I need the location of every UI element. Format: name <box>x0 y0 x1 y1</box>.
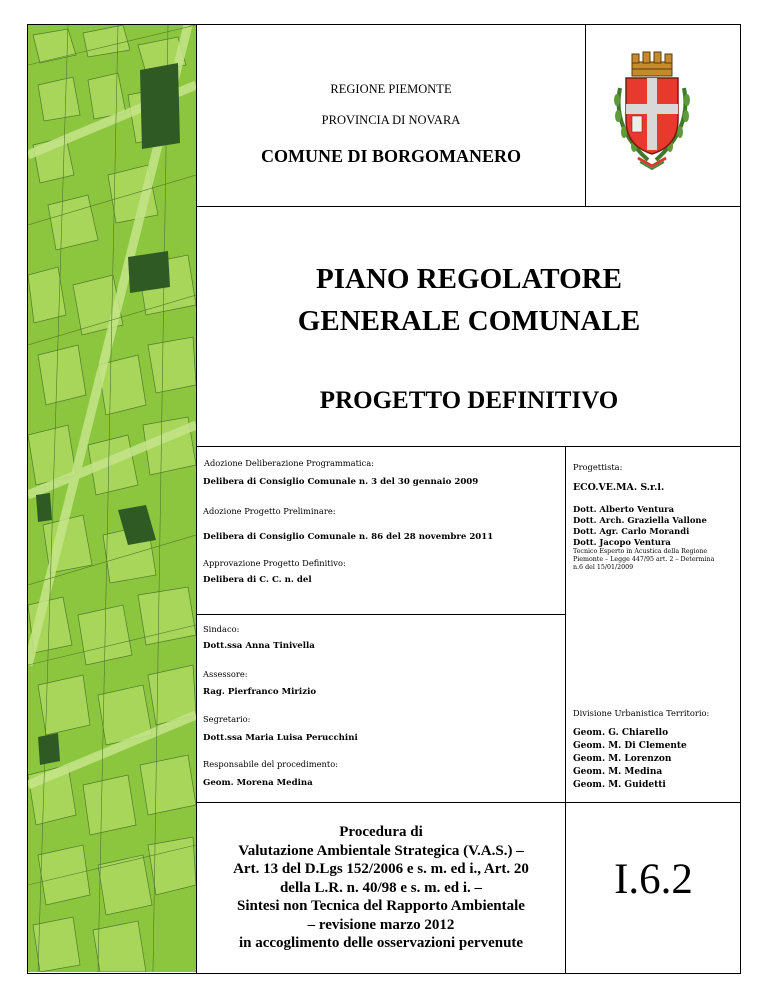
segretario-name: Dott.ssa Maria Luisa Perucchini <box>203 733 358 743</box>
responsabile-name: Geom. Morena Medina <box>203 778 313 788</box>
designer-person: Dott. Agr. Carlo Morandi <box>573 526 690 536</box>
divider <box>585 24 586 206</box>
procedure-line: in accoglimento delle osservazioni pervenute <box>238 935 524 951</box>
divider <box>196 446 741 447</box>
procedure-line: – revisione marzo 2012 <box>307 916 455 933</box>
designer-person: Dott. Arch. Graziella Vallone <box>573 515 707 525</box>
designer-person: Dott. Alberto Ventura <box>573 504 675 514</box>
procedure-line: Art. 13 del D.Lgs 152/2006 e s. m. ed i., Art. 20 <box>233 861 529 877</box>
sindaco-name: Dott.ssa Anna Tinivella <box>203 641 315 651</box>
province-label: PROVINCIA DI NOVARA <box>321 113 461 127</box>
approvazione-definitivo-label: Approvazione Progetto Definitivo: <box>203 558 346 568</box>
designer-note-line: Piemonte – Legge 447/95 art. 2 – Determina <box>573 556 715 563</box>
assessore-name: Rag. Pierfranco Mirizio <box>203 687 317 697</box>
sindaco-label: Sindaco: <box>203 624 240 634</box>
adozione-programmatica-value: Delibera di Consiglio Comunale n. 3 del 30 gennaio 2009 <box>203 477 479 487</box>
segretario-label: Segretario: <box>203 714 251 724</box>
designer-person: Dott. Jacopo Ventura <box>573 537 671 547</box>
division-member: Geom. M. Guidetti <box>573 780 666 790</box>
comune-label: COMUNE DI BORGOMANERO <box>261 146 521 166</box>
plan-title-line2: GENERALE COMUNALE <box>297 305 641 337</box>
division-member: Geom. M. Lorenzon <box>573 754 672 764</box>
division-member: Geom. M. Medina <box>573 767 663 777</box>
assessore-label: Assessore: <box>203 669 248 679</box>
division-member: Geom. M. Di Clemente <box>573 741 687 751</box>
approvazione-definitivo-value: Delibera di C. C. n. del <box>203 575 312 585</box>
adozione-preliminare-value: Delibera di Consiglio Comunale n. 86 del 28 novembre 2011 <box>203 532 494 542</box>
procedure-line: della L.R. n. 40/98 e s. m. ed i. – <box>279 879 483 896</box>
designer-note <box>573 548 714 572</box>
procedure-description <box>197 823 565 953</box>
divider <box>196 206 741 207</box>
procedure-line: Sintesi non Tecnica del Rapporto Ambientale <box>237 898 525 914</box>
adozione-preliminare-label: Adozione Progetto Preliminare: <box>203 506 336 516</box>
designer-note-line: Tecnico Esperto in Acustica della Regione <box>573 548 708 555</box>
coat-of-arms-icon <box>608 48 696 172</box>
procedure-line: Procedura di <box>339 824 423 840</box>
designer-company: ECO.VE.MA. S.r.l. <box>573 482 665 493</box>
division-member: Geom. G. Chiarello <box>573 728 669 738</box>
region-label: REGIONE PIEMONTE <box>330 82 452 96</box>
designer-note-line: n.6 del 15/01/2009 <box>573 564 634 571</box>
procedure-line: Valutazione Ambientale Strategica (V.A.S.) – <box>238 842 524 859</box>
division-label: Divisione Urbanistica Territorio: <box>573 708 710 718</box>
responsabile-label: Responsabile del procedimento: <box>203 759 338 769</box>
plan-title <box>197 258 741 342</box>
plan-title-line1: PIANO REGOLATORE <box>316 263 622 295</box>
divider <box>196 802 741 803</box>
adozione-programmatica-label: Adozione Deliberazione Programmatica: <box>204 458 374 468</box>
designer-label: Progettista: <box>573 462 623 472</box>
document-code: I.6.2 <box>614 856 693 903</box>
divider <box>196 614 566 615</box>
plan-subtitle: PROGETTO DEFINITIVO <box>319 387 619 414</box>
